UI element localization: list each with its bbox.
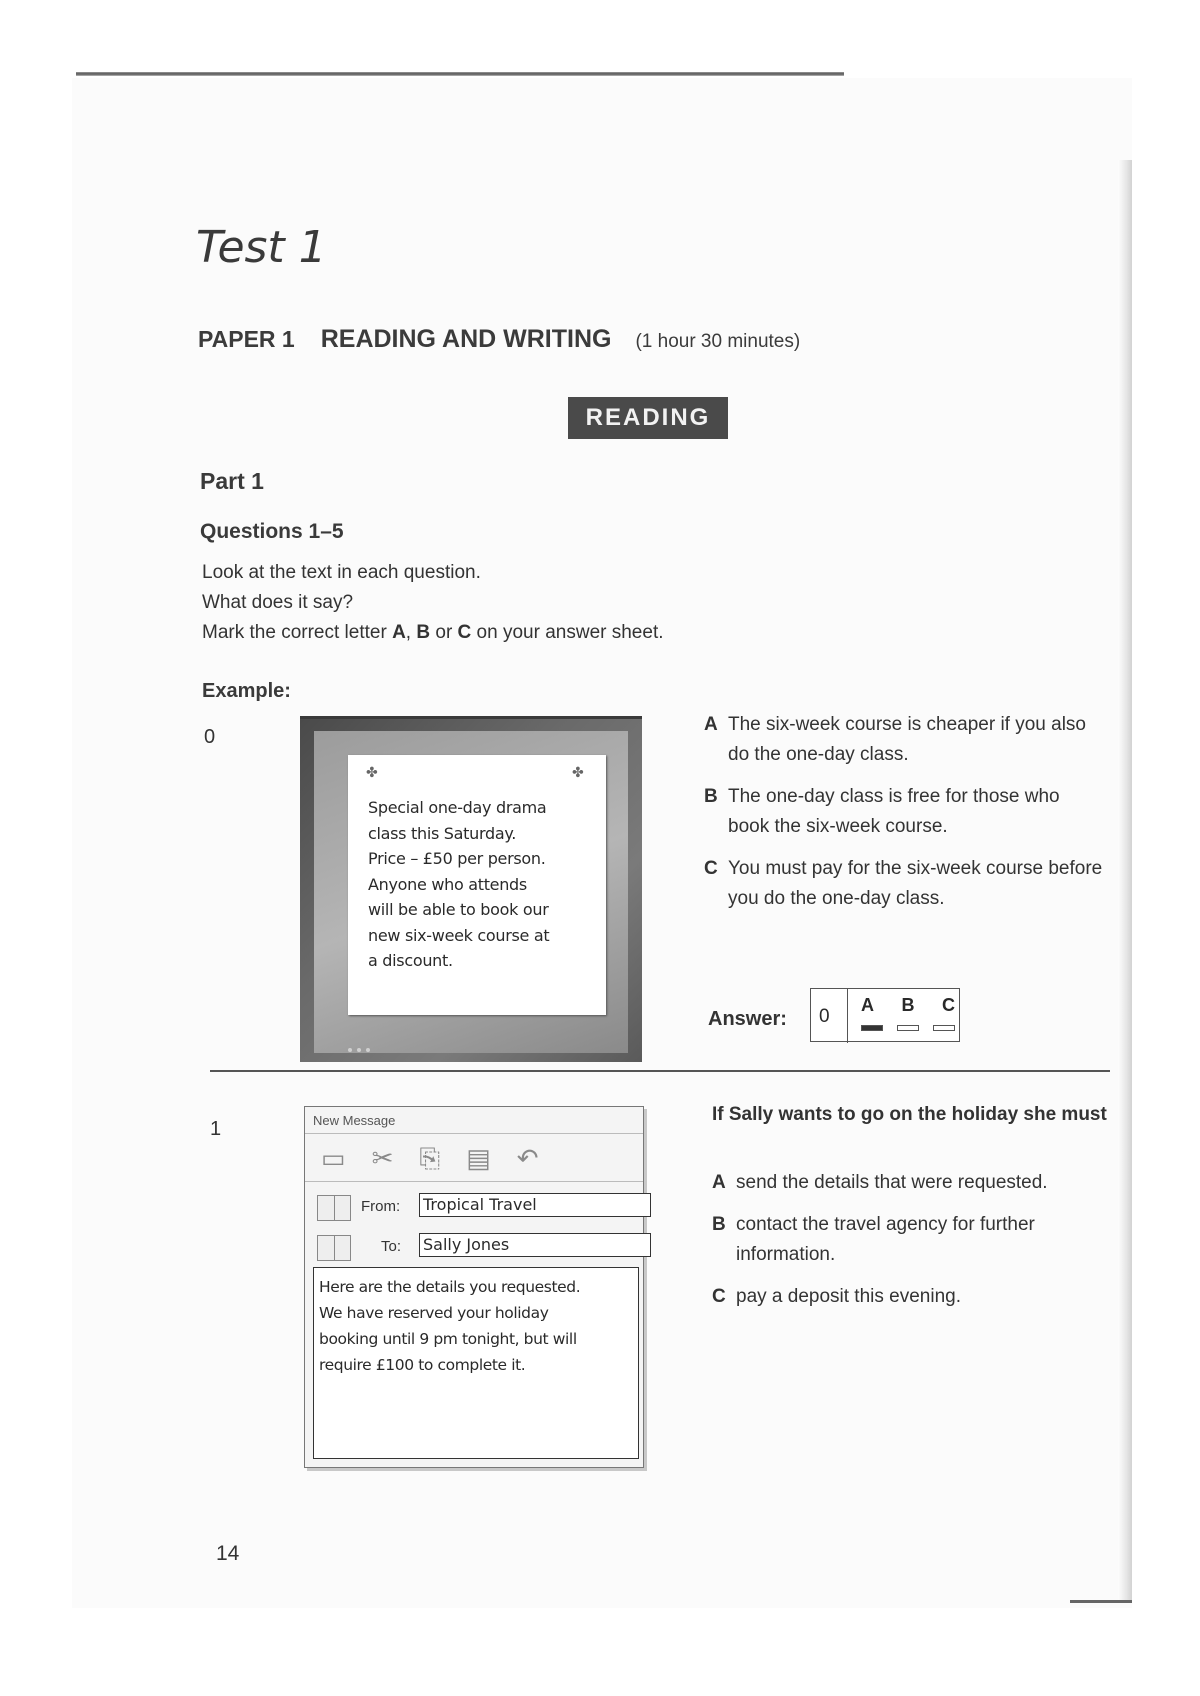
answer-mark-a	[861, 1025, 883, 1031]
notice-text	[368, 795, 598, 974]
option-b	[704, 782, 1104, 842]
answer-letter-c: C	[942, 995, 955, 1015]
email-body	[313, 1267, 639, 1459]
notice-line: Price – £50 per person.	[368, 849, 546, 868]
instruction-line: What does it say?	[202, 592, 354, 613]
section-divider	[210, 1070, 1110, 1072]
answer-marks	[861, 1025, 955, 1031]
part-title: Part 1	[200, 468, 264, 494]
paste-icon: ▤	[466, 1143, 491, 1173]
email-body-line: booking until 9 pm tonight, but will	[319, 1330, 577, 1348]
option-c	[704, 854, 1104, 914]
address-book-icon	[317, 1235, 351, 1261]
option-text: You must pay for the six-week course before you do the one-day class.	[728, 858, 1103, 909]
option-letter: B	[712, 1214, 726, 1235]
question-stem: If Sally wants to go on the holiday she must	[712, 1104, 1107, 1125]
address-book-icon	[317, 1195, 351, 1221]
notice-line: will be able to book our	[368, 900, 549, 919]
email-window-title: New Message	[313, 1113, 396, 1128]
top-rule	[76, 72, 844, 76]
option-text: send the details that were requested.	[736, 1172, 1048, 1193]
example-label: Example:	[202, 680, 291, 702]
from-field: Tropical Travel	[419, 1193, 651, 1217]
answer-letters	[861, 995, 955, 1016]
notice-line: a discount.	[368, 951, 453, 970]
option-text: The one-day class is free for those who book the six-week course.	[728, 786, 1060, 837]
option-letter: A	[704, 714, 718, 735]
to-row	[317, 1233, 635, 1263]
test-title: Test 1	[196, 222, 327, 273]
to-field: Sally Jones	[419, 1233, 651, 1257]
answer-label: Answer:	[708, 1008, 787, 1030]
option-letter: B	[704, 786, 718, 807]
option-text: contact the travel agency for further information.	[736, 1214, 1035, 1265]
paper-heading	[198, 325, 800, 354]
notice-line: class this Saturday.	[368, 823, 516, 843]
copy-icon: ⎘	[419, 1143, 441, 1173]
cut-icon: ✂	[371, 1143, 394, 1173]
instruction-text: on your answer sheet.	[471, 622, 664, 643]
instruction-letter-c: C	[457, 622, 472, 643]
undo-icon: ↶	[516, 1143, 539, 1173]
email-body-line: require £100 to complete it.	[319, 1356, 526, 1374]
board-decoration	[348, 1039, 388, 1045]
answer-mark-c	[933, 1025, 955, 1031]
instruction-letter-a: A	[392, 622, 406, 643]
instruction-text: ,	[405, 622, 417, 643]
paper-duration: (1 hour 30 minutes)	[635, 331, 801, 352]
option-a	[704, 710, 1104, 770]
example-options	[704, 710, 1104, 926]
option-a	[712, 1168, 1112, 1198]
instruction-letter-b: B	[416, 622, 431, 643]
email-toolbar	[315, 1139, 635, 1177]
option-letter: A	[712, 1172, 726, 1193]
pin-icon: ✤	[572, 764, 584, 780]
bottom-rule	[1070, 1600, 1132, 1603]
option-letter: C	[704, 858, 718, 879]
send-icon: ▭	[321, 1143, 346, 1173]
instruction-line: Look at the text in each question.	[202, 562, 481, 583]
answer-letter-a: A	[861, 995, 874, 1015]
from-label: From:	[361, 1198, 401, 1215]
questions-range-title: Questions 1–5	[200, 520, 344, 543]
instruction-text: or	[430, 622, 458, 643]
reading-section-badge: READING	[568, 397, 728, 439]
option-text: The six-week course is cheaper if you also do the one-day class.	[728, 714, 1086, 765]
page-number: 14	[216, 1542, 240, 1565]
email-toolbar-divider	[305, 1181, 643, 1182]
option-letter: C	[712, 1286, 726, 1307]
option-c	[712, 1282, 1112, 1312]
email-window-image	[304, 1106, 644, 1468]
notice-paper	[348, 755, 606, 1015]
notice-line: Anyone who attends	[368, 874, 527, 894]
question-number: 1	[210, 1118, 222, 1140]
answer-mark-b	[897, 1025, 919, 1031]
example-number: 0	[204, 726, 216, 748]
answer-divider	[847, 989, 848, 1043]
pin-icon: ✤	[366, 764, 378, 780]
instruction-mark-line	[202, 622, 664, 644]
notice-line: Special one-day drama	[368, 798, 547, 817]
paper-number: PAPER 1	[198, 326, 295, 352]
page-edge-shadow	[1118, 160, 1132, 1600]
answer-letter-b: B	[901, 995, 915, 1015]
option-b	[712, 1210, 1112, 1270]
option-text: pay a deposit this evening.	[736, 1286, 961, 1307]
from-row	[317, 1193, 635, 1223]
question1-options	[712, 1168, 1112, 1324]
answer-box	[810, 988, 960, 1042]
paper-title: READING AND WRITING	[320, 325, 612, 353]
email-body-line: Here are the details you requested.	[319, 1278, 581, 1296]
email-titlebar-divider	[305, 1133, 643, 1134]
to-label: To:	[381, 1238, 402, 1255]
instruction-text: Mark the correct letter	[202, 622, 393, 643]
email-body-line: We have reserved your holiday	[319, 1304, 549, 1322]
answer-number: 0	[819, 1006, 830, 1027]
notice-line: new six-week course at	[368, 925, 550, 945]
